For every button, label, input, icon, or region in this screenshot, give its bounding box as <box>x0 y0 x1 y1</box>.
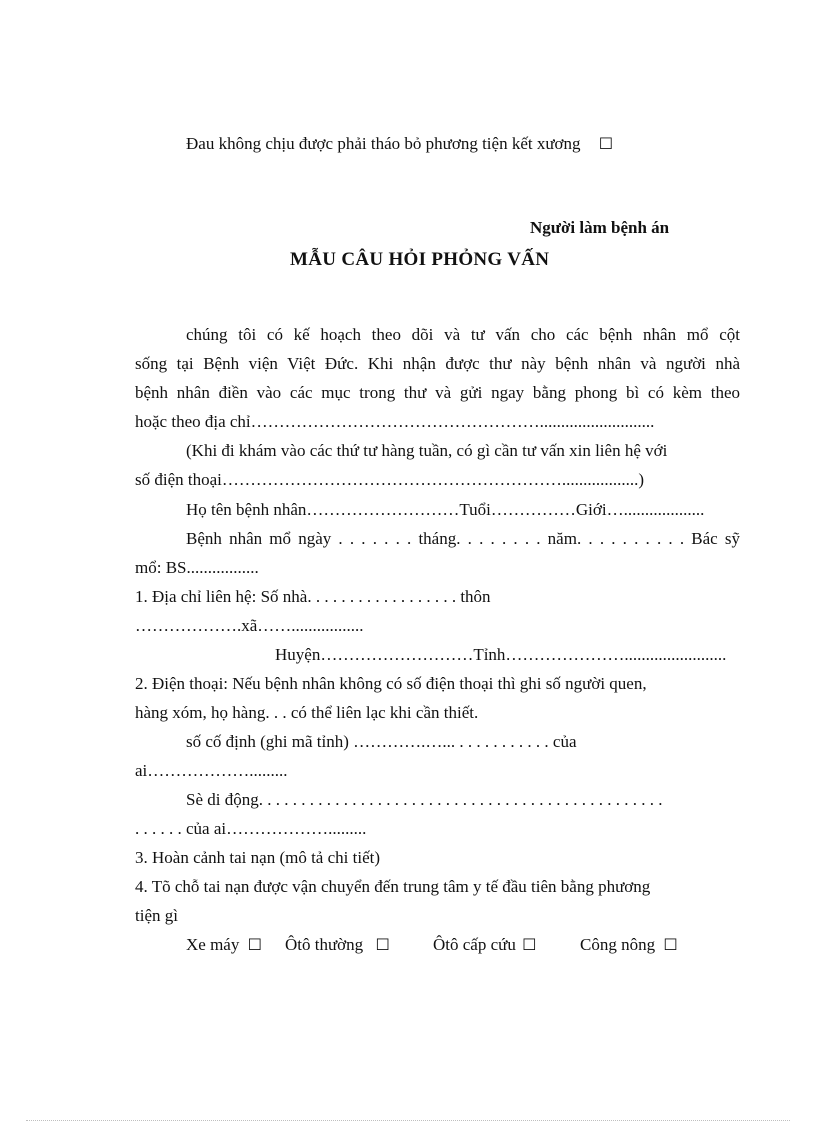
patient-name-field: Họ tên bệnh nhân………………………Tuổi……………Giới…................... <box>186 500 705 519</box>
phone-field: số điện thoại……………………………………………………..................) <box>135 470 645 489</box>
visit-note: (Khi đi khám vào các thứ tư hàng tuần, có gì cần tư vấn xin liên hệ với <box>186 441 668 460</box>
contact-address-line-3: Huyện………………………Tỉnh…………………........................ <box>275 645 727 664</box>
mobile-field: Sè di động. . . . . . . . . . . . . . . . . . . . . . . . . . . . . . . . . . . . . . . . . . . . . . . . <box>186 790 663 809</box>
transport-question-1: 4. Tõ chỗ tai nạn được vận chuyển đến trung tâm y tế đầu tiên bằng phương <box>135 877 651 896</box>
paragraph-line-3: bệnh nhân điền vào các mục trong thư và gửi ngay bằng phong bì có kèm theo <box>135 383 740 402</box>
paragraph-line-1: chúng tôi có kế hoạch theo dõi và tư vấn cho các bệnh nhân mổ cột <box>186 325 740 344</box>
option-label: Ôtô cấp cứu <box>433 935 516 954</box>
transport-option-motorbike <box>186 934 262 956</box>
intro-text: Đau không chịu được phải tháo bỏ phương tiện kết xương <box>186 134 581 153</box>
contact-address-line-2: ……………….xã……................. <box>135 616 364 635</box>
checkbox-icon[interactable]: ☐ <box>375 935 390 954</box>
address-field: hoặc theo địa chỉ……………………………………………........................... <box>135 412 655 431</box>
phone-instruction-1: 2. Điện thoại: Nếu bệnh nhân không có số điện thoại thì ghi số người quen, <box>135 674 647 693</box>
checkbox-icon[interactable]: ☐ <box>598 134 614 153</box>
page-bottom-divider <box>26 1120 790 1121</box>
page-title: MẪU CÂU HỎI PHỎNG VẤN <box>290 249 550 270</box>
option-label: Xe máy <box>186 935 240 954</box>
contact-address-line-1: 1. Địa chỉ liên hệ: Số nhà. . . . . . . . . . . . . . . . . . thôn <box>135 587 491 606</box>
transport-option-tractor <box>580 934 678 956</box>
option-label: Ôtô thường <box>285 935 364 954</box>
intro-line <box>186 133 613 155</box>
surgery-date-field: Bệnh nhân mổ ngày . . . . . . . tháng. . . . . . . . năm. . . . . . . . . . Bác sỹ <box>186 529 740 548</box>
landline-field: số cố định (ghi mã tỉnh) ………….…... . . . . . . . . . . . của <box>186 732 577 751</box>
option-label: Công nông <box>580 935 656 954</box>
accident-question: 3. Hoàn cảnh tai nạn (mô tả chi tiết) <box>135 848 380 867</box>
landline-owner-field: ai………………......... <box>135 761 288 780</box>
checkbox-icon[interactable]: ☐ <box>663 935 678 954</box>
paragraph-line-2: sống tại Bệnh viện Việt Đức. Khi nhận được thư này bệnh nhân và người nhà <box>135 354 740 373</box>
transport-question-2: tiện gì <box>135 906 178 925</box>
surgeon-field: mổ: BS................. <box>135 558 259 577</box>
checkbox-icon[interactable]: ☐ <box>247 935 262 954</box>
checkbox-icon[interactable]: ☐ <box>522 935 537 954</box>
phone-instruction-2: hàng xóm, họ hàng. . . có thể liên lạc khi cần thiết. <box>135 703 479 722</box>
author-label: Người làm bệnh án <box>530 218 670 237</box>
transport-option-ambulance <box>433 934 536 956</box>
transport-option-car <box>285 934 390 956</box>
mobile-owner-field: . . . . . . của ai………………......... <box>135 819 367 838</box>
